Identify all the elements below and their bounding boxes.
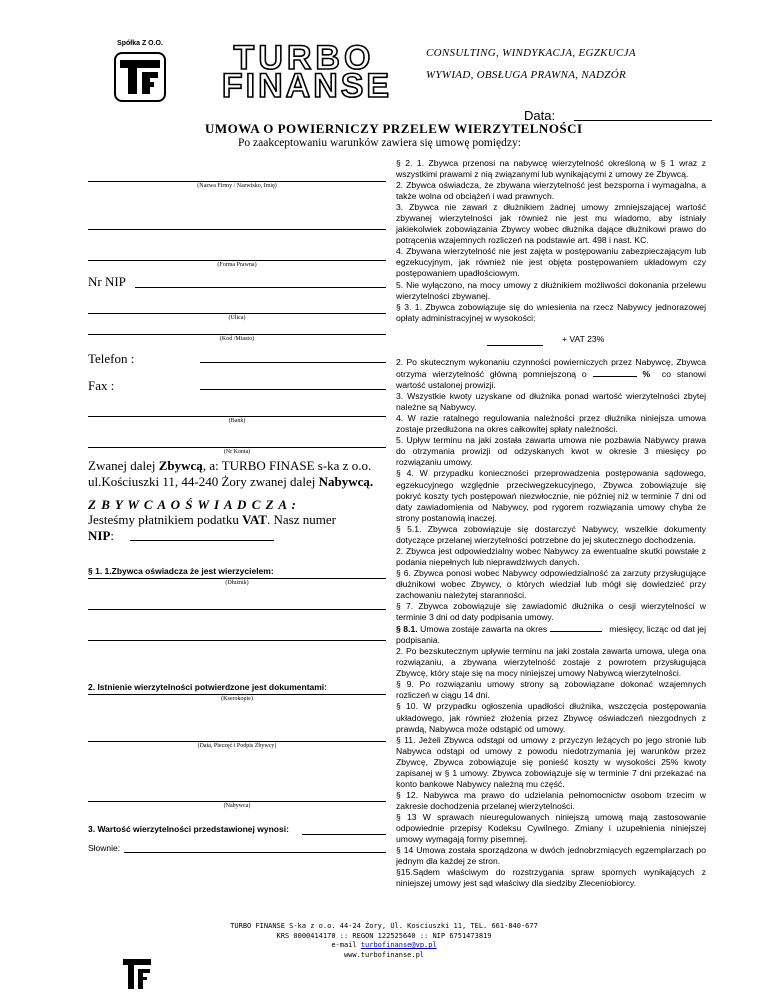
phone-label: Telefon :	[88, 351, 135, 366]
term-2-1: § 2. 1. Zbywca przenosi na nabywcę wierzytelność określoną w § 1 wraz z wszystkimi prawami z nią związanymi lub wynikającymi z umowy ze Zbywcą.	[396, 158, 706, 180]
copies-caption: (Kserokopie)	[221, 696, 253, 702]
term-5-1: § 5.1. Zbywca zobowiązuje się dostarczyć Nabywcy, wszelkie dokumenty dotyczące przelanej wierzytelności potrzebne do jej skutecznego dochodzenia.	[396, 523, 706, 545]
tagline-1: CONSULTING, WINDYKACJA, EGZKUCJA	[426, 47, 636, 59]
term-4: § 4. W przypadku konieczności przeprowadzenia postępowania sądowego, egzekucyjnego względnie przeciwegzekucyjnego, Zbywca zobowiązuje się pokryć koszty tych postępowań niezwłocznie, nie później niż w terminie 7 dni od daty zawiadomienia od Nabywcy, pod rygorem rozwiązania umowy chyba że strony postanowią inaczej.	[396, 468, 706, 523]
bank-caption: (Bank)	[228, 418, 246, 424]
date-field[interactable]	[574, 120, 712, 121]
vat-term: VAT	[242, 512, 267, 527]
s3-text: 3. Wartość wierzytelności przedstawionej wynosi	[88, 824, 287, 834]
zwanej-post: , a: TURBO FINASE s-ka z o.o.	[202, 458, 372, 473]
term-2-3: 3. Zbywca nie zawarł z dłużnikiem żadnej umowy zmniejszającej wartość zbywanej wierzytelności jak również nie jest mu wiadomo, aby istniały jakiekolwiek zobowiązania Zbywcy wobec dłużnika dające dłużnikowi prawo do potrącenia wzajemnych rozliczeń na podstawie art. 498 i nast. KC.	[396, 202, 706, 246]
s1-heading: § 1. 1.Zbywca oświadcza że jest wierzycielem:	[88, 566, 274, 576]
form-caption: (Forma Prawna)	[217, 262, 257, 268]
footer-email-line	[0, 941, 768, 951]
commission-field[interactable]	[593, 368, 637, 377]
nip-field[interactable]	[135, 287, 386, 288]
term-9: § 9. Po rozwiązaniu umowy strony są zobowiązane dokonać wzajemnych rozliczeń w ciągu 14 dni.	[396, 679, 706, 701]
footer-tf-logo-icon	[122, 958, 152, 990]
vat-post: . Nasz numer	[266, 512, 336, 527]
percent-sign: %	[642, 369, 651, 380]
debtor-caption: (Dłużnik)	[225, 580, 249, 586]
brand-line1: TURBO	[233, 39, 375, 77]
term-12: § 12. Nabywca ma prawo do udzielania pełnomocnictw osobom trzecim w zakresie dochodzenia przelanej wierzytelności.	[396, 789, 706, 811]
nip2-label: NIP	[88, 528, 111, 543]
copies-field[interactable]	[88, 694, 386, 695]
phone-field[interactable]	[200, 362, 386, 363]
term-3-1: § 3. 1. Zbywca zobowiązuje się do wniesienia na rzecz Nabywcy jednorazowej opłaty administracyjnej w wysokości:	[396, 301, 706, 323]
term-3-2-post: co stanowi wartość ustalonej prowizji.	[396, 369, 707, 391]
term-3-5: 5. Upływ terminu na jaki została zawarta umowa nie pozbawia Nabywcy prawa do otrzymania prowizji od odzyskanych kwot w okresie 3 miesięcy po rozwiązaniu umowy.	[396, 435, 706, 468]
name-field[interactable]	[88, 181, 386, 182]
nabywca-term: Nabywcą.	[318, 474, 374, 489]
term-8-1-mid: Umowa zostaje zawarta na okres	[417, 624, 548, 635]
name-field-2[interactable]	[88, 229, 386, 230]
term-7: § 7. Zbywca zobowiązuje się zawiadomić dłużnika o cesji wierzytelności w terminie 3 dni od daty podpisania umowy.	[396, 601, 706, 623]
s2-heading: 2. Istnienie wierzytelności potwierdzone jest dokumentami:	[88, 682, 327, 692]
term-8-2: 2. Po bezskutecznym upływie terminu na jaki została zawarta umowa, ulega ona rozwiązaniu, a zbywana wierzytelność zostaje z powrotem przysługująca Zbywcę, który staje się na mocy niniejszej umowy Nabywcą wierzytelności.	[396, 646, 706, 679]
words-field[interactable]	[124, 852, 386, 853]
term-14: § 14 Umowa została sporządzona w dwóch jednobrzmiących egzemplarzach po jednym dla każdej ze stron.	[396, 845, 706, 867]
s3-heading	[88, 824, 289, 834]
form-field[interactable]	[88, 260, 386, 261]
buyer-field[interactable]	[88, 801, 386, 802]
term-3-4: 4. W razie ratalnego regulowania należności przez dłużnika niniejsza umowa zostaje przedłużona na okres całkowitej spłaty należności.	[396, 413, 706, 435]
small-logo-label: Spółka Z O.O.	[117, 40, 163, 47]
fax-label: Fax :	[88, 378, 115, 393]
term-15: §15.Sądem właściwym do rozstrzygania spraw spornych wynikających z niniejszej umowy jest sąd właściwy dla siedziby Zleceniobiorcy.	[396, 867, 706, 889]
page-subtitle: Po zaakceptowaniu warunków zawiera się umowę pomiędzy:	[238, 137, 521, 149]
term-3-2-pre: 2. Po skutecznym wykonaniu czynności powierniczych przez Nabywcę, Zbywca otrzyma wierzytelność główną pomniejszoną o	[396, 357, 706, 380]
zbywca-term: Zbywcą	[158, 458, 203, 473]
zwanej-pre: Zwanej dalej	[88, 458, 159, 473]
account-field[interactable]	[88, 447, 386, 448]
address-line	[88, 474, 373, 490]
fee-field[interactable]	[487, 345, 543, 346]
footer-email-pre: e-mail	[331, 941, 361, 949]
tf-logo-icon	[114, 52, 166, 102]
term-2-5: 5. Nie wyłączono, na mocy umowy z dłużnikiem możliwości dokonania przelewu wierzytelności zbywanej.	[396, 279, 706, 301]
term-11: § 11. Jeżeli Zbywca odstąpi od umowy z przyczyn leżących po jego stronie lub Nabywca odstąpi od umowy z powodu niedotrzymania jej warunków przez Zbywcę, Zbywca zobowiązuje się ponieść koszty w wysokości 25% kwoty zapisanej w § 1 umowy. Zbywca zobowiązuje się w terminie 7 dni przekazać na konto bankowe Nabywcy należną mu część.	[396, 734, 706, 789]
footer-line1: TURBO FINANSE S-ka z o.o. 44-24 Żory, Ul. Kosciuszki 11, TEL. 661-840-677	[230, 922, 538, 930]
city-caption: (Kod /Miasto)	[219, 336, 255, 342]
term-2-2: 2. Zbywca oświadcza, że zbywana wierzytelność jest bezsporna i wymagalna, a także wolna od obciążeń i wad prawnych.	[396, 180, 706, 202]
email-link[interactable]: turbofinanse@vp.pl	[360, 941, 437, 949]
street-caption: (Ulica)	[228, 315, 246, 321]
vat-23: + VAT 23%	[562, 334, 605, 344]
stamp-caption: (Data, Pieczęć i Podpis Zbywcy)	[197, 743, 277, 749]
value-field[interactable]	[302, 834, 386, 835]
nip-label: Nr NIP	[88, 274, 126, 289]
term-2-4: 4. Zbywana wierzytelność nie jest zajęta w postępowaniu zabezpieczającym lub egzekucyjnym, jak również nie jest objęta postępowaniem układowym czy postępowaniem upadłościowym.	[396, 246, 706, 279]
nip2-field[interactable]	[130, 540, 274, 541]
vat-line	[88, 512, 336, 528]
small-logo	[100, 40, 180, 106]
term-10: § 10. W przypadku ogłoszenia upadłości dłużnika, wszczęcia postępowania układowego, jak również złożenia przez Zbywcę oświadczeń niezgodnych z prawdą, Nabywca może odstąpić od umowy.	[396, 701, 706, 734]
terms-part1	[396, 158, 706, 324]
zwanej-line	[88, 458, 371, 474]
period-field[interactable]	[550, 623, 602, 632]
page-title: UMOWA O POWIERNICZY PRZELEW WIERZYTELNOŚCI	[205, 121, 583, 136]
s3-colon: :	[286, 824, 289, 834]
brand-logo	[196, 39, 418, 105]
term-6: § 6. Zbywca ponosi wobec Nabywcy odpowiedzialność za zarzuty przysługujące dłużnikowi wobec Zbywcy, o których wiedział lub mógł się dowiedzieć przy zachowaniu należytej staranności.	[396, 567, 706, 600]
tagline-2: WYWIAD, OBSŁUGA PRAWNA, NADZÓR	[426, 69, 626, 81]
name-caption: (Nazwa Firmy / Nazwisko, Imię)	[197, 183, 277, 189]
term-3-3: 3. Wszystkie kwoty uzyskane od dłużnika ponad wartość wierzytelności zbytej należne są Nabywcy.	[396, 391, 706, 413]
bank-field[interactable]	[88, 416, 386, 417]
terms-part2	[396, 357, 706, 889]
date-label: Data:	[524, 108, 556, 123]
city-field[interactable]	[88, 334, 386, 335]
declares-heading: Z B Y W C A O Ś W I A D C Z A :	[88, 497, 297, 512]
nip2-colon: :	[110, 528, 115, 543]
vat-pre: Jesteśmy płatnikiem podatku	[88, 512, 243, 527]
term-3-2	[396, 357, 706, 391]
debtor-field-2[interactable]	[88, 609, 386, 610]
debtor-field[interactable]	[88, 578, 386, 579]
term-8-1-num: § 8.1.	[396, 624, 418, 635]
footer-line2: KRS 0000414170 :: REGON 122525640 :: NIP 6751473819	[276, 931, 492, 940]
fax-field[interactable]	[200, 389, 386, 390]
footer-web: www.turbofinanse.pl	[343, 950, 425, 959]
address-text: ul.Kościuszki 11, 44-240 Żory zwanej dalej	[88, 474, 319, 489]
street-field[interactable]	[88, 313, 386, 314]
nip2-line	[88, 528, 114, 544]
account-caption: (Nr Konta)	[223, 449, 251, 455]
term-8-1-post: miesięcy, licząc od dat jej podpisania.	[396, 624, 706, 646]
term-8-1	[396, 623, 706, 646]
words-label: Słownie:	[88, 843, 121, 853]
stamp-field[interactable]	[88, 741, 386, 742]
buyer-caption: (Nabywca)	[223, 803, 251, 809]
brand-line2: FINANSE	[221, 67, 393, 105]
debtor-field-3[interactable]	[88, 640, 386, 641]
term-5-2: 2. Zbywca jest odpowiedzialny wobec Nabywcy za ewentualne skutki powstałe z podania niepełnych lub nieprawdziwych danych.	[396, 545, 706, 567]
term-13: § 13 W sprawach nieuregulowanych niniejszą umową mają zastosowanie odpowiednie przepisy Kodeksu Cywilnego. Zmiany i uzupełnienia niniejszej umowy wymagają formy pisemnej.	[396, 811, 706, 845]
footer	[0, 922, 768, 960]
